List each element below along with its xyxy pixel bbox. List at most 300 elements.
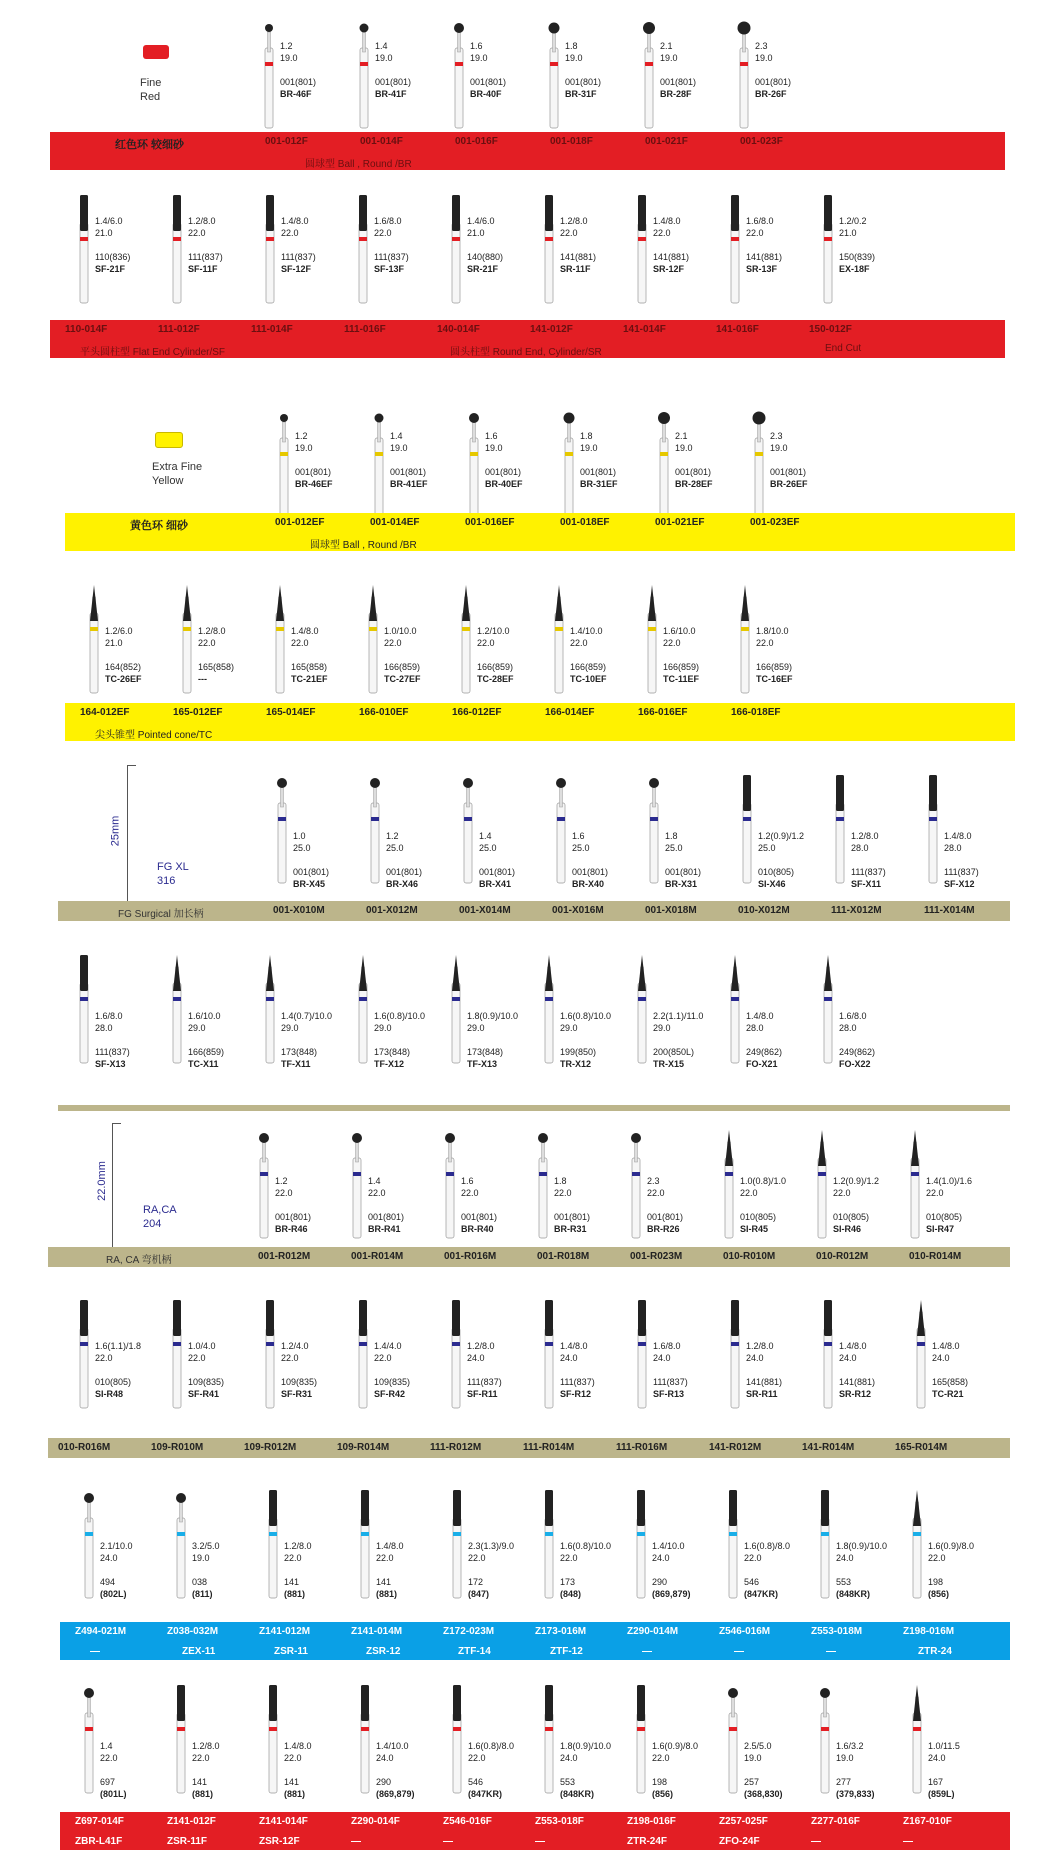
product-code: ZTR-24F [627, 1836, 667, 1847]
bur-model: BR-R46 [275, 1224, 308, 1234]
bur-shank [650, 803, 658, 883]
bur-specs [188, 1010, 224, 1070]
bur-shank [80, 223, 88, 303]
bur-drawing [726, 195, 746, 305]
bur-drawing [172, 1490, 192, 1600]
bur-drawing [264, 1490, 284, 1600]
bur-ring [173, 1342, 181, 1346]
bur-head [731, 955, 739, 991]
bur-item [550, 585, 640, 700]
bur-item [906, 1130, 996, 1245]
bur-dimension: 2.3 [647, 1176, 660, 1186]
bur-item [447, 955, 537, 1070]
bur-neck [283, 422, 286, 442]
bur-head [818, 1130, 826, 1166]
bur-ring [545, 1727, 553, 1731]
bur-length: 22.0 [468, 1753, 486, 1763]
bur-item [627, 1130, 717, 1245]
bur-neck [648, 32, 651, 52]
section-extra-fine-cone [0, 575, 1060, 745]
legend-ra-ca [143, 1203, 177, 1231]
product-code: 001-R012M [258, 1251, 311, 1262]
bur-neck [553, 32, 556, 52]
bur-item [168, 195, 258, 310]
bur-drawing [908, 1490, 928, 1600]
bur-head [360, 24, 369, 33]
bur-head [463, 778, 473, 788]
product-code: 166-018EF [731, 707, 781, 718]
bur-ring [550, 62, 558, 66]
product-code: 111-R012M [430, 1442, 482, 1453]
product-code: Z494-021M [75, 1626, 127, 1637]
bur-head [637, 1490, 645, 1526]
product-code: — [811, 1836, 821, 1847]
bur-length: 24.0 [653, 1353, 671, 1363]
bur-specs [95, 1010, 130, 1070]
red-color-chip [143, 45, 169, 59]
bur-model: TC-26EF [105, 674, 142, 684]
bur-item [260, 20, 350, 135]
bur-specs [833, 1175, 879, 1235]
bur-shank [359, 223, 367, 303]
bur-ring [824, 1342, 832, 1346]
bur-iso-number: 001(801) [485, 467, 522, 477]
bur-ring [359, 1342, 367, 1346]
length-bracket [127, 765, 136, 902]
bur-head [269, 1490, 277, 1526]
bur-drawing [540, 1490, 560, 1600]
bur-item [264, 1685, 354, 1800]
bur-length: 22.0 [188, 1353, 206, 1363]
product-code: 109-R010M [151, 1442, 204, 1453]
bur-length: 29.0 [281, 1023, 299, 1033]
bur-iso-number: 290 [376, 1777, 392, 1787]
bur-head [173, 1300, 181, 1336]
bur-specs [188, 1340, 224, 1400]
code-bar-red-3 [60, 1812, 1010, 1832]
bur-head [173, 955, 181, 991]
bur-drawing [643, 585, 663, 695]
bur-iso-number: 111(837) [944, 867, 979, 877]
bur-specs [100, 1540, 133, 1600]
bur-head [453, 1490, 461, 1526]
bur-dimension: 1.6/8.0 [839, 1011, 867, 1021]
bur-ring [824, 997, 832, 1001]
bur-drawing [736, 585, 756, 695]
bur-length: 22.0 [281, 1353, 299, 1363]
bur-model: BR-46F [280, 89, 312, 99]
bur-ring [913, 1727, 921, 1731]
bur-ring [645, 62, 653, 66]
bur-specs [755, 40, 791, 100]
bur-drawing [459, 775, 479, 885]
bur-length: 22.0 [198, 638, 216, 648]
bur-shank [453, 1713, 461, 1793]
bur-length: 19.0 [770, 443, 788, 453]
bur-shank [375, 438, 383, 518]
bur-drawing [80, 1490, 100, 1600]
bur-item [172, 1685, 262, 1800]
bur-item [640, 20, 730, 135]
bur-iso-number: 173(848) [374, 1047, 411, 1057]
bur-item [643, 585, 733, 700]
bur-item [356, 1490, 446, 1605]
bur-model: TC-10EF [570, 674, 607, 684]
bur-dimension: 1.4 [368, 1176, 381, 1186]
bur-specs [188, 215, 223, 275]
bur-drawing [819, 1300, 839, 1410]
bur-drawing [75, 195, 95, 305]
code-bar-red-2 [50, 320, 1005, 340]
bur-head [452, 1300, 460, 1336]
bur-drawing [447, 195, 467, 305]
bur-model: BR-X41 [479, 879, 512, 889]
bur-drawing [724, 1685, 744, 1795]
bur-model: BR-R41 [368, 1224, 401, 1234]
bur-ring [280, 452, 288, 456]
bur-dimension: 1.6(0.9)/8.0 [652, 1741, 699, 1751]
product-code: 001-X014M [459, 905, 511, 916]
bur-length: 19.0 [675, 443, 693, 453]
bur-model: SR-R11 [746, 1389, 778, 1399]
bur-shank [648, 613, 656, 693]
legend-line-1: FG XL [157, 861, 189, 873]
bur-shank [821, 1518, 829, 1598]
bur-head [564, 413, 575, 424]
bur-item [172, 1490, 262, 1605]
bur-neck [743, 32, 746, 52]
bur-length: 25.0 [758, 843, 776, 853]
product-code: 001-R016M [444, 1251, 497, 1262]
bur-ring [361, 1727, 369, 1731]
shape-label-round: 圆头柱型 Round End, Cylinder/SR [450, 347, 602, 358]
product-code: ZEX-11 [182, 1646, 216, 1657]
bur-dimension: 1.6/3.2 [836, 1741, 864, 1751]
bur-head [277, 778, 287, 788]
bur-drawing [552, 775, 572, 885]
bur-item [75, 195, 165, 310]
product-code: ZSR-12F [259, 1836, 300, 1847]
bur-ring [177, 1727, 185, 1731]
bur-model: BR-X31 [665, 879, 698, 889]
legend-red: Red [140, 91, 161, 103]
bur-specs [390, 430, 428, 490]
bur-item [450, 20, 540, 135]
bur-drawing [354, 195, 374, 305]
bur-model: BR-26EF [770, 479, 808, 489]
bur-item [354, 1300, 444, 1415]
bur-head [555, 585, 563, 621]
bur-iso-number: 111(837) [467, 1377, 502, 1387]
bur-shank [740, 48, 748, 128]
bur-iso-number: 110(836) [95, 252, 131, 262]
bur-model: (368,830) [744, 1789, 783, 1799]
bur-item [80, 1490, 170, 1605]
bur-shank [359, 983, 367, 1063]
bur-head [352, 1133, 362, 1143]
product-code: Z546-016F [443, 1816, 492, 1827]
bur-iso-number: 141 [376, 1577, 392, 1587]
product-code: Z697-014F [75, 1816, 124, 1827]
bur-length: 25.0 [479, 843, 497, 853]
bur-neck [88, 1502, 91, 1522]
bur-dimension: 1.2 [295, 431, 308, 441]
bur-length: 29.0 [560, 1023, 578, 1033]
bur-head [90, 585, 98, 621]
bur-item [545, 20, 635, 135]
bur-drawing [85, 585, 105, 695]
bur-shank [85, 1518, 93, 1598]
bur-drawing [816, 1685, 836, 1795]
bur-item [540, 1490, 630, 1605]
bur-dimension: 1.0 [293, 831, 306, 841]
bur-length: 28.0 [851, 843, 869, 853]
bur-length: 22.0 [281, 228, 299, 238]
bur-shank [280, 438, 288, 518]
bur-ring [731, 1342, 739, 1346]
bur-iso-number: 001(801) [770, 467, 807, 477]
bur-drawing [273, 775, 293, 885]
bur-specs [105, 625, 142, 685]
bur-specs [944, 830, 979, 890]
bur-drawing [735, 20, 755, 130]
bur-dimension: 1.6(1.1)/1.8 [95, 1341, 142, 1351]
bur-length: 25.0 [665, 843, 683, 853]
product-code: 001-023F [740, 136, 783, 147]
bur-shank [731, 983, 739, 1063]
bur-dimension: 2.1 [675, 431, 688, 441]
bur-item [720, 1130, 810, 1245]
bur-iso-number: 173 [560, 1577, 576, 1587]
bur-dimension: 1.6 [470, 41, 483, 51]
bur-iso-number: 111(837) [281, 252, 316, 262]
bur-ring [90, 627, 98, 631]
product-code: 141-016F [716, 324, 759, 335]
bur-iso-number: 001(801) [461, 1212, 498, 1222]
bur-item [908, 1490, 998, 1605]
bur-length: 22.0 [663, 638, 681, 648]
bur-head [731, 1300, 739, 1336]
bur-length: 22.0 [188, 228, 206, 238]
bur-item [448, 1490, 538, 1605]
bur-dimension: 1.4/10.0 [652, 1541, 685, 1551]
bur-drawing [178, 585, 198, 695]
bur-drawing [441, 1130, 461, 1240]
bur-dimension: 1.8/10.0 [756, 626, 789, 636]
bur-ring [80, 1342, 88, 1346]
bur-ring [729, 1727, 737, 1731]
bur-length: 22.0 [461, 1188, 479, 1198]
bur-iso-number: 010(805) [758, 867, 795, 877]
bur-ring [545, 237, 553, 241]
bur-drawing [450, 20, 470, 130]
bur-neck [467, 787, 470, 807]
bur-shank [550, 48, 558, 128]
bur-dimension: 2.3 [770, 431, 783, 441]
bur-dimension: 1.4/8.0 [839, 1341, 867, 1351]
bur-item [168, 955, 258, 1070]
section-zirconia-red [0, 1670, 1060, 1855]
bur-ring [740, 62, 748, 66]
bur-drawing [640, 20, 660, 130]
bur-length: 29.0 [188, 1023, 206, 1033]
bur-head [741, 585, 749, 621]
bur-iso-number: 199(850) [560, 1047, 597, 1057]
bur-model: (801L) [100, 1789, 127, 1799]
bur-ring [453, 1532, 461, 1536]
legend-fine-red [140, 76, 161, 104]
bur-drawing [447, 1300, 467, 1410]
bur-shank [545, 1518, 553, 1598]
bur-iso-number: 038 [192, 1577, 208, 1587]
bur-drawing [633, 1300, 653, 1410]
bur-dimension: 1.2/10.0 [477, 626, 510, 636]
bur-length: 19.0 [755, 53, 773, 63]
bur-specs [477, 625, 514, 685]
bur-iso-number: 546 [744, 1577, 760, 1587]
bur-iso-number: 165(858) [932, 1377, 969, 1387]
bur-item [80, 1685, 170, 1800]
product-code: Z173-016M [535, 1626, 587, 1637]
bur-iso-number: 173(848) [281, 1047, 318, 1057]
bur-specs [928, 1740, 960, 1800]
bur-neck [568, 422, 571, 442]
bur-head [280, 414, 288, 422]
bur-dimension: 1.4 [100, 1741, 113, 1751]
bur-shank [266, 1328, 274, 1408]
bur-dimension: 1.2/6.0 [105, 626, 133, 636]
bur-iso-number: 001(801) [280, 77, 317, 87]
bur-ring [638, 1342, 646, 1346]
bur-dimension: 1.6 [485, 431, 498, 441]
bur-head [469, 413, 479, 423]
bur-iso-number: 173(848) [467, 1047, 504, 1057]
product-code: 140-014F [437, 324, 480, 335]
section-title-surgical: FG Surgical 加长柄 [118, 909, 204, 920]
bur-iso-number: 001(801) [755, 77, 792, 87]
bur-specs [284, 1740, 312, 1800]
bur-head [259, 1133, 269, 1143]
bur-iso-number: 111(837) [653, 1377, 688, 1387]
bur-dimension: 1.2/8.0 [560, 216, 588, 226]
bur-drawing [908, 1685, 928, 1795]
bur-drawing [819, 955, 839, 1065]
shape-label-cone: 尖头锥型 Pointed cone/TC [95, 730, 213, 741]
bur-dimension: 1.4/8.0 [653, 216, 681, 226]
bur-ring [278, 817, 286, 821]
bur-dimension: 1.2/8.0 [284, 1541, 312, 1551]
bur-item [750, 410, 840, 525]
bur-drawing [75, 955, 95, 1065]
bur-ring [648, 627, 656, 631]
bur-drawing [540, 195, 560, 305]
bur-ring [638, 237, 646, 241]
code-bar-yellow [65, 513, 1015, 533]
bur-dimension: 1.2/8.0 [198, 626, 226, 636]
bur-neck [374, 787, 377, 807]
bur-head [556, 778, 566, 788]
bur-specs [560, 1740, 611, 1800]
bur-drawing [645, 775, 665, 885]
bur-model: TC-16EF [756, 674, 793, 684]
code-bar-olive-4 [48, 1438, 1010, 1458]
bur-specs [836, 1540, 887, 1600]
bur-specs [284, 1540, 312, 1600]
bur-shank [729, 1713, 737, 1793]
bur-ring [824, 237, 832, 241]
bur-length: 24.0 [560, 1753, 578, 1763]
legend-line-ra-1: RA,CA [143, 1204, 177, 1216]
bur-iso-number: 172 [468, 1577, 484, 1587]
bur-model: SI-X46 [758, 879, 786, 889]
bur-head [643, 22, 655, 34]
bur-iso-number: 001(801) [565, 77, 602, 87]
product-code: 001-X012M [366, 905, 418, 916]
shape-label-flat: 平头圆柱型 Flat End Cylinder/SF [80, 347, 226, 358]
bur-head [266, 195, 274, 231]
bur-dimension: 1.6(0.8)/8.0 [468, 1741, 515, 1751]
bur-iso-number: 200(850L) [653, 1047, 695, 1057]
bur-model: SF-X13 [95, 1059, 126, 1069]
bur-head [266, 1300, 274, 1336]
bur-head [738, 22, 751, 35]
bur-model: BR-R26 [647, 1224, 680, 1234]
bur-item [738, 775, 828, 890]
bur-head [731, 195, 739, 231]
bur-drawing [816, 1490, 836, 1600]
bur-neck [542, 1142, 545, 1162]
bur-shank [731, 1328, 739, 1408]
bur-specs [839, 1010, 875, 1070]
bur-neck [88, 1697, 91, 1717]
bur-dimension: 1.8 [665, 831, 678, 841]
product-code: 109-R012M [244, 1442, 297, 1453]
bur-ring [359, 237, 367, 241]
product-code: Z277-016F [811, 1816, 860, 1827]
bur-length: 19.0 [390, 443, 408, 453]
bur-iso-number: 150(839) [839, 252, 876, 262]
bur-item [275, 410, 365, 525]
bur-shank [177, 1518, 185, 1598]
bur-shank [177, 1713, 185, 1793]
bur-shank [265, 48, 273, 128]
bur-drawing [354, 1300, 374, 1410]
bur-specs [376, 1740, 415, 1800]
bur-dimension: 2.1 [660, 41, 673, 51]
bur-ring [452, 997, 460, 1001]
bur-model: TC-21EF [291, 674, 328, 684]
bur-length: 25.0 [293, 843, 311, 853]
bur-dimension: 1.2/8.0 [851, 831, 879, 841]
bur-neck [653, 787, 656, 807]
bur-length: 22.0 [928, 1553, 946, 1563]
bur-item [655, 410, 745, 525]
bur-neck [458, 32, 461, 52]
bur-model: SI-R46 [833, 1224, 862, 1234]
product-code: Z141-014M [351, 1626, 403, 1637]
product-code: ZSR-11F [167, 1836, 208, 1847]
bur-item [724, 1490, 814, 1605]
product-code: 166-010EF [359, 707, 409, 718]
product-code: Z141-014F [259, 1816, 308, 1827]
bur-item [831, 775, 921, 890]
bur-specs [374, 1010, 425, 1070]
product-code: — [535, 1836, 545, 1847]
product-code: 001-012EF [275, 517, 325, 528]
bur-length: 29.0 [653, 1023, 671, 1033]
bur-model: SR-11F [560, 264, 591, 274]
bur-drawing [906, 1130, 926, 1240]
